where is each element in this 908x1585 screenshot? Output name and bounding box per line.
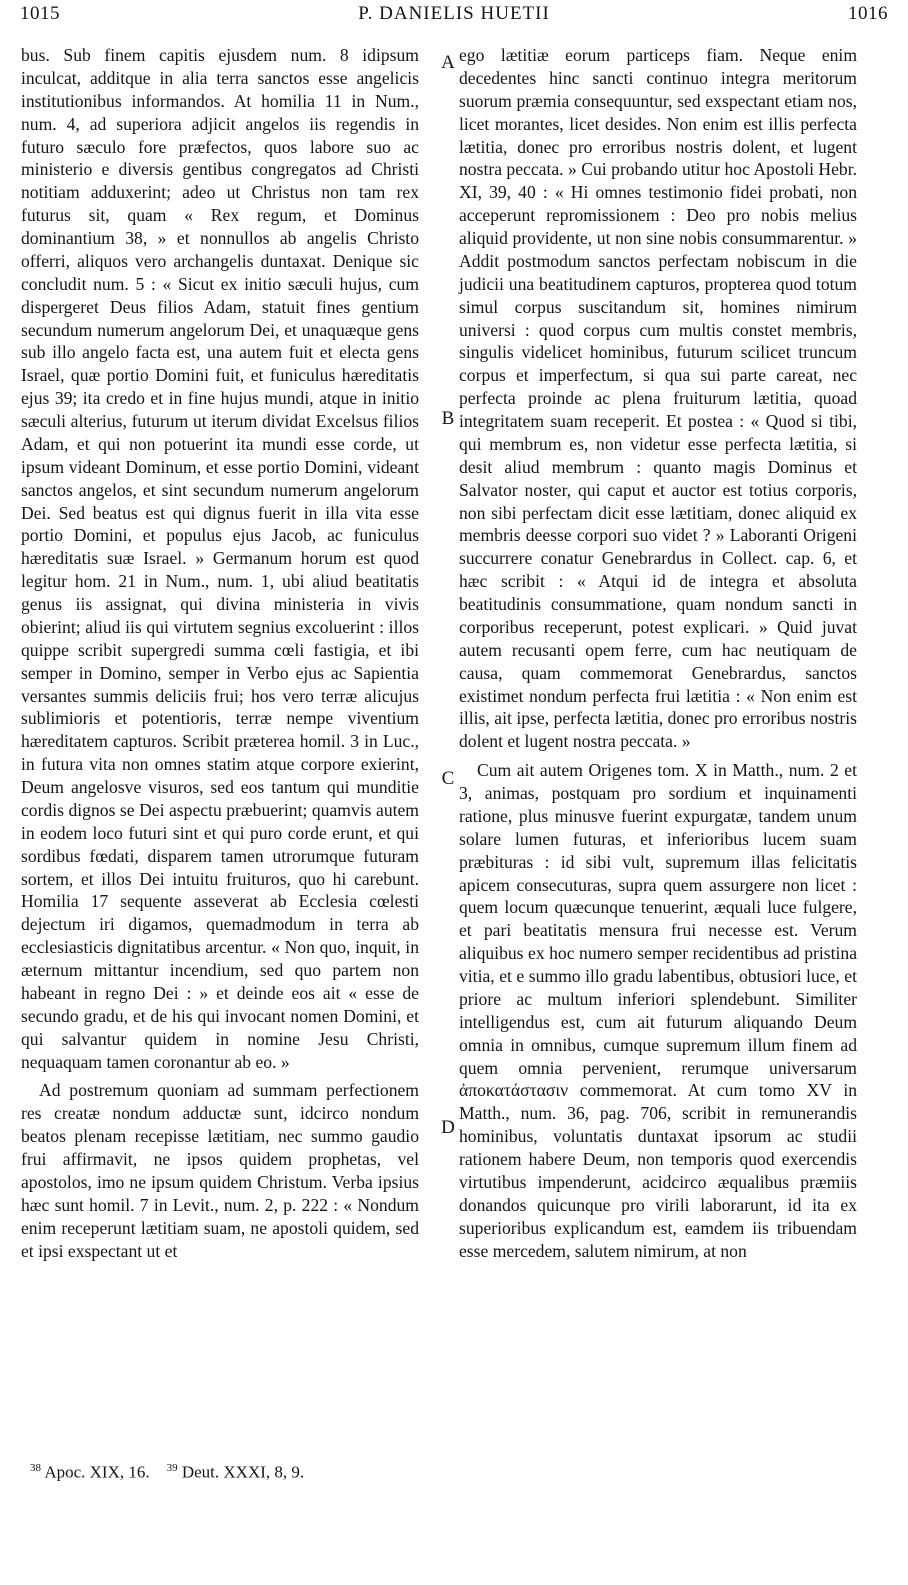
right-column xyxy=(459,44,857,1262)
footnote-38-mark: 38 xyxy=(30,1462,41,1474)
page-number-left: 1015 xyxy=(20,3,60,24)
footnote-39-text: Deut. XXXI, 8, 9. xyxy=(181,1462,305,1482)
running-header xyxy=(20,0,888,28)
footnotes xyxy=(30,1462,304,1483)
page-number-right: 1016 xyxy=(848,3,888,24)
margin-marker-c: C xyxy=(441,768,455,789)
footnote-38-text: Apoc. XIX, 16. xyxy=(44,1462,150,1482)
margin-marker-b: B xyxy=(441,408,455,429)
left-paragraph-1: bus. Sub finem capitis ejusdem num. 8 idipsum inculcat, additque in alia terra sanctos esse angelicis institutionibus informandos. At homilia 11 in Num., num. 4, ad superiora adjicit angelos iis regendis in futuro sæculo fore præfectos, quos labore suo ac ministerio e diversis gentibus congregatos ad Christi notitiam adduxerint; adeo ut Christus non tam rex futurus sit, quam « Rex regum, et Dominus dominantium 38, » et nonnullos ab angelis Christo offerri, aliquos vero archangelis duntaxat. Denique sic concludit num. 5 : « Sicut ex initio sæculi hujus, cum dispergeret Deus filios Adam, statuit fines gentium secundum numerum angelorum Dei, et unaquæque gens sub illo angelo facta est, una autem fuit et electa gens Israel, quæ portio Domini fuit, et funiculus hæreditatis ejus 39; ita credo et in fine hujus mundi, atque in initio sæculi alterius, futurum ut iterum dividat Excelsus filios Adam, et qui non potuerint ita mundi esse corde, ut ipsum videant Dominum, et esse portio Domini, videant sanctos angelos, et sint secundum numerum angelorum Dei. Sed beatus est qui dignus fuerit in illa vita esse portio Domini, et populus ejus Jacob, ac funiculus hæreditatis suæ Israel. » Germanum horum est quod legitur hom. 21 in Num., num. 1, ubi aliud beatitatis genus iis assignat, qui divina ministeria in vivis obierint; aliud iis qui virtutem segnius excoluerint : illos quippe scribit supergredi summa cœli fastigia, et ibi semper in Domino, semper in Verbo ejus ac Sapientia versantes summis deliciis frui; hos vero terræ alicujus sublimioris et potentioris, terræ nempe viventium hæreditatem capturos. Scribit præterea homil. 3 in Luc., in futura vita non omnes statim atque corpore exierint, Deum angelosve visuros, sed eos tantum qui munditie cordis dignos se Dei aspectu præbuerint; quamvis autem in eodem loco futuri sint et qui puro corde erunt, et qui sordibus fœdati, disparem tamen utrorumque futuram sortem, et illos Dei intuitu fruituros, quo hi carebunt. Homilia 17 sequente asseverat ab Ecclesia cœlesti dejectum iri digamos, quemadmodum in terra ab ecclesiasticis dignitatibus arcentur. « Non quo, inquit, in æternum mittantur incendium, sed quo partem non habeant in regno Dei : » et deinde eos ait « esse de secundo gradu, et de his qui invocant nomen Domini, et qui salvantur quidem in nomine Jesu Christi, nequaquam tamen coronantur ab eo. » xyxy=(21,45,419,1072)
right-paragraph-1: ego lætitiæ eorum particeps fiam. Neque enim decedentes hinc sancti continuo integra meritorum suorum præmia consequuntur, sed exspectant etiam nos, licet morantes, licet desides. Non enim est illis perfecta lætitia, donec pro erroribus nostris dolent, et lugent nostra peccata. » Cui probando utitur hoc Apostoli Hebr. XI, 39, 40 : « Hi omnes testimonio fidei probati, non acceperunt repromissionem : Deo pro nobis melius aliquid providente, ut non sine nobis consummarentur. » Addit postmodum sanctos perfectam nobiscum in die judicii una beatitudinem capturos, propterea quod totum simul corpus suscitandum sit, homines nimirum universi : quod corpus cum multis constet membris, singulis videlicet hominibus, futurum scilicet truncum corpus et imperfectum, si qua sui parte careat, nec perfecta proinde ac plena fruiturum lætitia, quoad integritatem suam receperit. Et postea : « Quod si tibi, qui membrum es, non videtur esse perfecta lætitia, si desit aliud membrum : quanto magis Dominus et Salvator noster, qui caput et auctor est totius corporis, non sibi perfectam dicit esse lætitiam, donec aliquid ex membris deesse corpori suo videt ? » Laboranti Origeni succurrere conatur Genebrardus in Collect. cap. 6, et hæc scribit : « Atqui id de integra et absoluta beatitudinis consummatione, quam nondum sancti in corporibus receperunt, potest explicari. » Quid juvat autem recusanti opem ferre, cum hac neutiquam de causa, quam commemorat Genebrardus, sanctos existimet nondum perfecta frui lætitia : « Non enim est illis, ait ipse, perfecta lætitia, donec pro erroribus nostris dolent et lugent nostra peccata. » xyxy=(459,45,857,752)
footnote-39-mark: 39 xyxy=(166,1462,178,1474)
right-paragraph-2: Cum ait autem Origenes tom. X in Matth., num. 2 et 3, animas, postquam pro sordium et inquinamenti ratione, plus minusve fuerint expurgatæ, tandem unum solare lumen futuras, et inferioribus lucem suam præbituras : id sibi vult, supremum illas felicitatis apicem consecuturas, supra quem assurgere non licet : quem locum quæcunque tenuerint, æquali luce fulgere, et pari beatitatis mensura frui necesse est. Verum aliquibus ex hoc numero semper recidentibus ad pristina vitia, et e summo illo gradu labentibus, obtusiori luce, et priore ac multum inferiori splendebunt. Similiter intelligendus est, cum ait futurum aliquando Deum omnia in omnibus, cumque supremum illum finem ad quem omnia pervenient, rerumque universarum ἀποκατάστασιν commemorat. At cum tomo XV in Matth., num. 36, pag. 706, scribit in remunerandis hominibus, voluntatis duntaxat ipsorum ac studii rationem habere Deum, non temporis quod exercendis virtutibus impenderunt, acidcirco æqualibus præmiis donandos quicunque pro virili laborarunt, id ita ex superioribus explicandum est, eamdem iis tribuendam esse mercedem, salutem nimirum, at non xyxy=(459,760,857,1261)
left-column xyxy=(21,44,419,1262)
margin-marker-a: A xyxy=(441,52,455,73)
running-title: P. DANIELIS HUETII xyxy=(358,3,550,24)
left-paragraph-2: Ad postremum quoniam ad summam perfectionem res creatæ nondum adductæ sunt, idcirco nondum beatos plenam recepisse lætitiam, nec summo gaudio frui affirmavit, ne ipsos quidem prophetas, vel apostolos, imo ne ipsum quidem Christum. Verba ipsius hæc sunt homil. 7 in Levit., num. 2, p. 222 : « Nondum enim receperunt lætitiam suam, ne apostoli quidem, sed et ipsi exspectant ut et xyxy=(21,1080,419,1261)
margin-marker-d: D xyxy=(441,1117,455,1138)
